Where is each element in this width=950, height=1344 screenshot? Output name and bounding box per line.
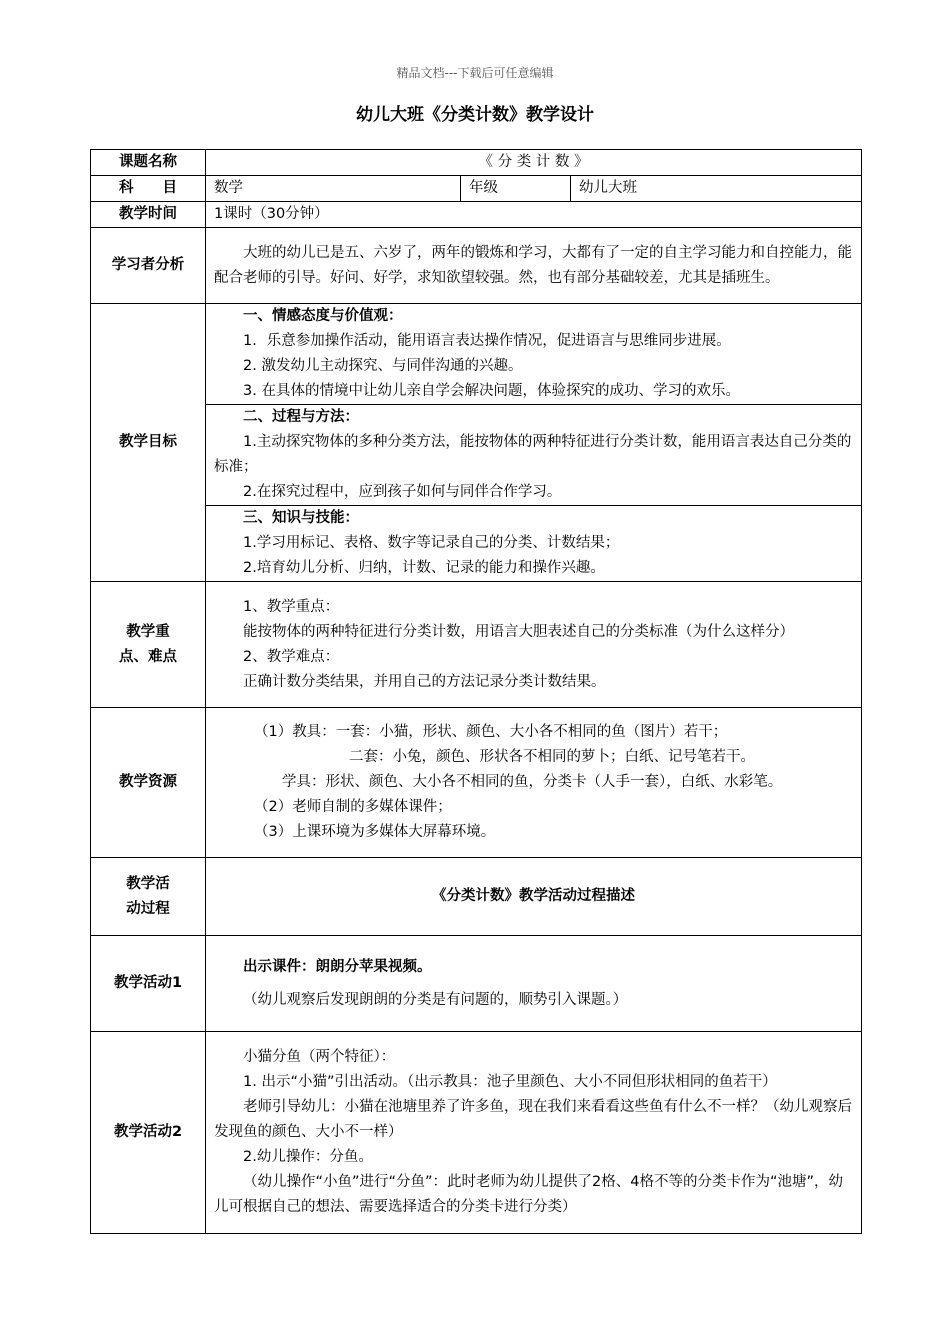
resource-line: 二套：小兔，颜色、形状各不相同的萝卜；白纸、记号笔若干。 <box>349 749 755 765</box>
key-point-line: 正确计数分类结果，并用自己的方法记录分类计数结果。 <box>243 673 606 690</box>
activity1-line: 出示课件：朗朗分苹果视频。 <box>243 958 432 975</box>
row-course-name <box>91 150 862 176</box>
row-key-points <box>91 582 862 708</box>
row-objectives-1 <box>91 304 862 405</box>
objectives-sec2-heading: 二、过程与方法： <box>243 409 359 425</box>
header-note: 精品文档---下载后可任意编辑 <box>396 66 554 80</box>
row-learner-analysis <box>91 228 862 304</box>
resource-line: （1）教具：一套：小猫，形状、颜色、大小各不相同的鱼（图片）若干； <box>254 724 728 740</box>
process-label <box>91 858 206 936</box>
objective-item: 2. 激发幼儿主动探究、与同伴沟通的兴趣。 <box>243 358 523 374</box>
row-objectives-2 <box>91 405 862 506</box>
course-name-label: 课题名称 <box>91 150 206 176</box>
subject-label: 科 目 <box>91 176 206 202</box>
objectives-sec3-heading: 三、知识与技能： <box>243 510 359 526</box>
grade-label: 年级 <box>461 176 571 202</box>
time-label: 教学时间 <box>91 202 206 228</box>
grade-value: 幼儿大班 <box>571 176 862 202</box>
process-heading: 《分类计数》教学活动过程描述 <box>206 858 862 936</box>
activity2-line: 2.幼儿操作：分鱼。 <box>243 1149 373 1165</box>
objective-item: 2.在探究过程中，应到孩子如何与同伴合作学习。 <box>243 484 562 500</box>
objective-item: 2.培育幼儿分析、归纳，计数、记录的能力和操作兴趣。 <box>243 560 605 576</box>
activity1-line: （幼儿观察后发现朗朗的分类是有问题的，顺势引入课题。） <box>243 991 628 1008</box>
row-process <box>91 858 862 936</box>
row-time <box>91 202 862 228</box>
key-points-label-line1: 教学重 <box>126 623 170 640</box>
objective-item: 3. 在具体的情境中让幼儿亲自学会解决问题，体验探究的成功、学习的欢乐。 <box>243 383 740 399</box>
course-name-value: 《 分 类 计 数 》 <box>206 150 862 176</box>
key-points-label <box>91 582 206 708</box>
activity2-line: 1. 出示“小猫”引出活动。（出示教具：池子里颜色、大小不同但形状相同的鱼若干） <box>243 1074 777 1090</box>
activity2-label: 教学活动2 <box>91 1032 206 1234</box>
objectives-sec1-heading: 一、情感态度与价值观： <box>243 308 403 324</box>
resource-line: 学具：形状、颜色、大小各不相同的鱼，分类卡（人手一套），白纸、水彩笔。 <box>282 774 783 790</box>
row-activity-2 <box>91 1032 862 1234</box>
subject-value: 数学 <box>206 176 461 202</box>
resources-label: 教学资源 <box>91 708 206 858</box>
key-point-line: 1、教学重点： <box>243 598 340 615</box>
objective-item: 1.主动探究物体的多种分类方法，能按物体的两种特征进行分类计数，能用语言表达自己分类的标准； <box>214 434 852 475</box>
activity2-line: （幼儿操作“小鱼”进行“分鱼”：此时老师为幼儿提供了2格、4格不等的分类卡作为“池塘”，幼儿可根据自己的想法、需要选择适合的分类卡进行分类） <box>214 1174 844 1215</box>
resource-line: （2）老师自制的多媒体课件； <box>254 799 452 815</box>
objective-item: 1．乐意参加操作活动，能用语言表达操作情况，促进语言与思维同步进展。 <box>243 333 731 349</box>
activity1-label: 教学活动1 <box>91 936 206 1032</box>
row-subject <box>91 176 862 202</box>
document-title: 幼儿大班《分类计数》教学设计 <box>356 105 594 125</box>
objective-item: 1.学习用标记、表格、数字等记录自己的分类、计数结果； <box>243 535 620 551</box>
row-objectives-3 <box>91 506 862 582</box>
key-point-line: 能按物体的两种特征进行分类计数，用语言大胆表述自己的分类标准（为什么这样分） <box>243 623 794 640</box>
time-value: 1课时（30分钟） <box>206 202 862 228</box>
key-point-line: 2、教学难点： <box>243 648 340 665</box>
activity2-line: 小猫分鱼（两个特征）： <box>243 1049 396 1065</box>
lesson-plan-table <box>90 149 862 1234</box>
key-points-label-line2: 点、难点 <box>119 648 177 665</box>
process-label-line2: 动过程 <box>126 900 170 917</box>
process-label-line1: 教学活 <box>126 875 170 892</box>
learner-text: 大班的幼儿已是五、六岁了，两年的锻炼和学习，大都有了一定的自主学习能力和自控能力，能配合老师的引导。好问、好学，求知欲望较强。然，也有部分基础较差，尤其是插班生。 <box>214 244 852 286</box>
objectives-label: 教学目标 <box>91 304 206 582</box>
row-activity-1 <box>91 936 862 1032</box>
learner-label: 学习者分析 <box>91 228 206 304</box>
resource-line: （3）上课环境为多媒体大屏幕环境。 <box>254 824 496 840</box>
row-resources <box>91 708 862 858</box>
activity2-line: 老师引导幼儿：小猫在池塘里养了许多鱼，现在我们来看看这些鱼有什么不一样？（幼儿观察后发现鱼的颜色、大小不一样） <box>214 1099 852 1140</box>
